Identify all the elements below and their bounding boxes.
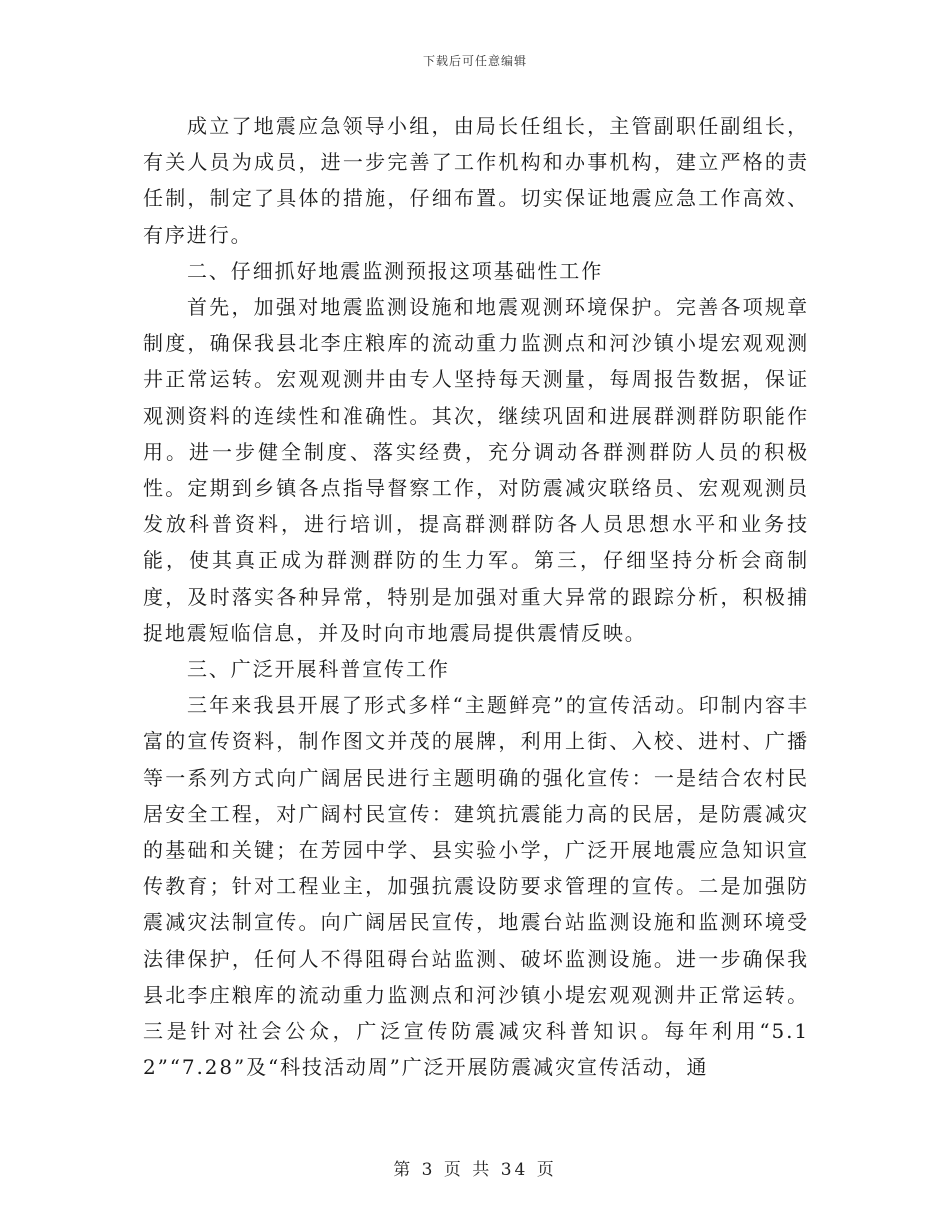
paragraph: 三年来我县开展了形式多样“主题鲜亮”的宣传活动。印制内容丰富的宣传资料，制作图文并茂的展牌，利用上街、入校、进村、广播等一系列方式向广阔居民进行主题明确的强化宣传：一是结合农村民居安全工程，对广阔村民宣传：建筑抗震能力高的民居，是防震减灾的基础和关键；在芳园中学、县实验小学，广泛开展地震应急知识宣传教育；针对工程业主，加强抗震设防要求管理的宣传。二是加强防震减灾法制宣传。向广阔居民宣传，地震台站监测设施和监测环境受法律保护，任何人不得阻碍台站监测、破坏监测设施。进一步确保我县北李庄粮库的流动重力监测点和河沙镇小堤宏观观测井正常运转。三是针对社会公众，广泛宣传防震减灾科普知识。每年利用“5.12”“7.28”及“科技活动周”广泛开展防震减灾宣传活动，通 — [143, 693, 809, 1080]
section-heading: 三、广泛开展科普宣传工作 — [187, 657, 450, 682]
page-footer: 第 3 页 共 34 页 — [393, 1160, 557, 1180]
paragraph: 成立了地震应急领导小组，由局长任组长，主管副职任副组长，有关人员为成员，进一步完善了工作机构和办事机构，建立严格的责任制，制定了具体的措施，仔细布置。切实保证地震应急工作高效、有序进行。 — [143, 114, 809, 247]
document-body — [143, 108, 809, 1085]
paragraph: 首先，加强对地震监测设施和地震观测环境保护。完善各项规章制度，确保我县北李庄粮库的流动重力监测点和河沙镇小堤宏观观测井正常运转。宏观观测井由专人坚持每天测量，每周报告数据，保证观测资料的连续性和准确性。其次，继续巩固和进展群测群防职能作用。进一步健全制度、落实经费，充分调动各群测群防人员的积极性。定期到乡镇各点指导督察工作，对防震减灾联络员、宏观观测员发放科普资料，进行培训，提高群测群防各人员思想水平和业务技能，使其真正成为群测群防的生力军。第三，仔细坚持分析会商制度，及时落实各种异常，特别是加强对重大异常的跟踪分析，积极捕捉地震短临信息，并及时向市地震局提供震情反映。 — [143, 295, 809, 645]
page-header: 下载后可任意编辑 — [422, 54, 527, 68]
section-heading: 二、仔细抓好地震监测预报这项基础性工作 — [187, 258, 604, 283]
